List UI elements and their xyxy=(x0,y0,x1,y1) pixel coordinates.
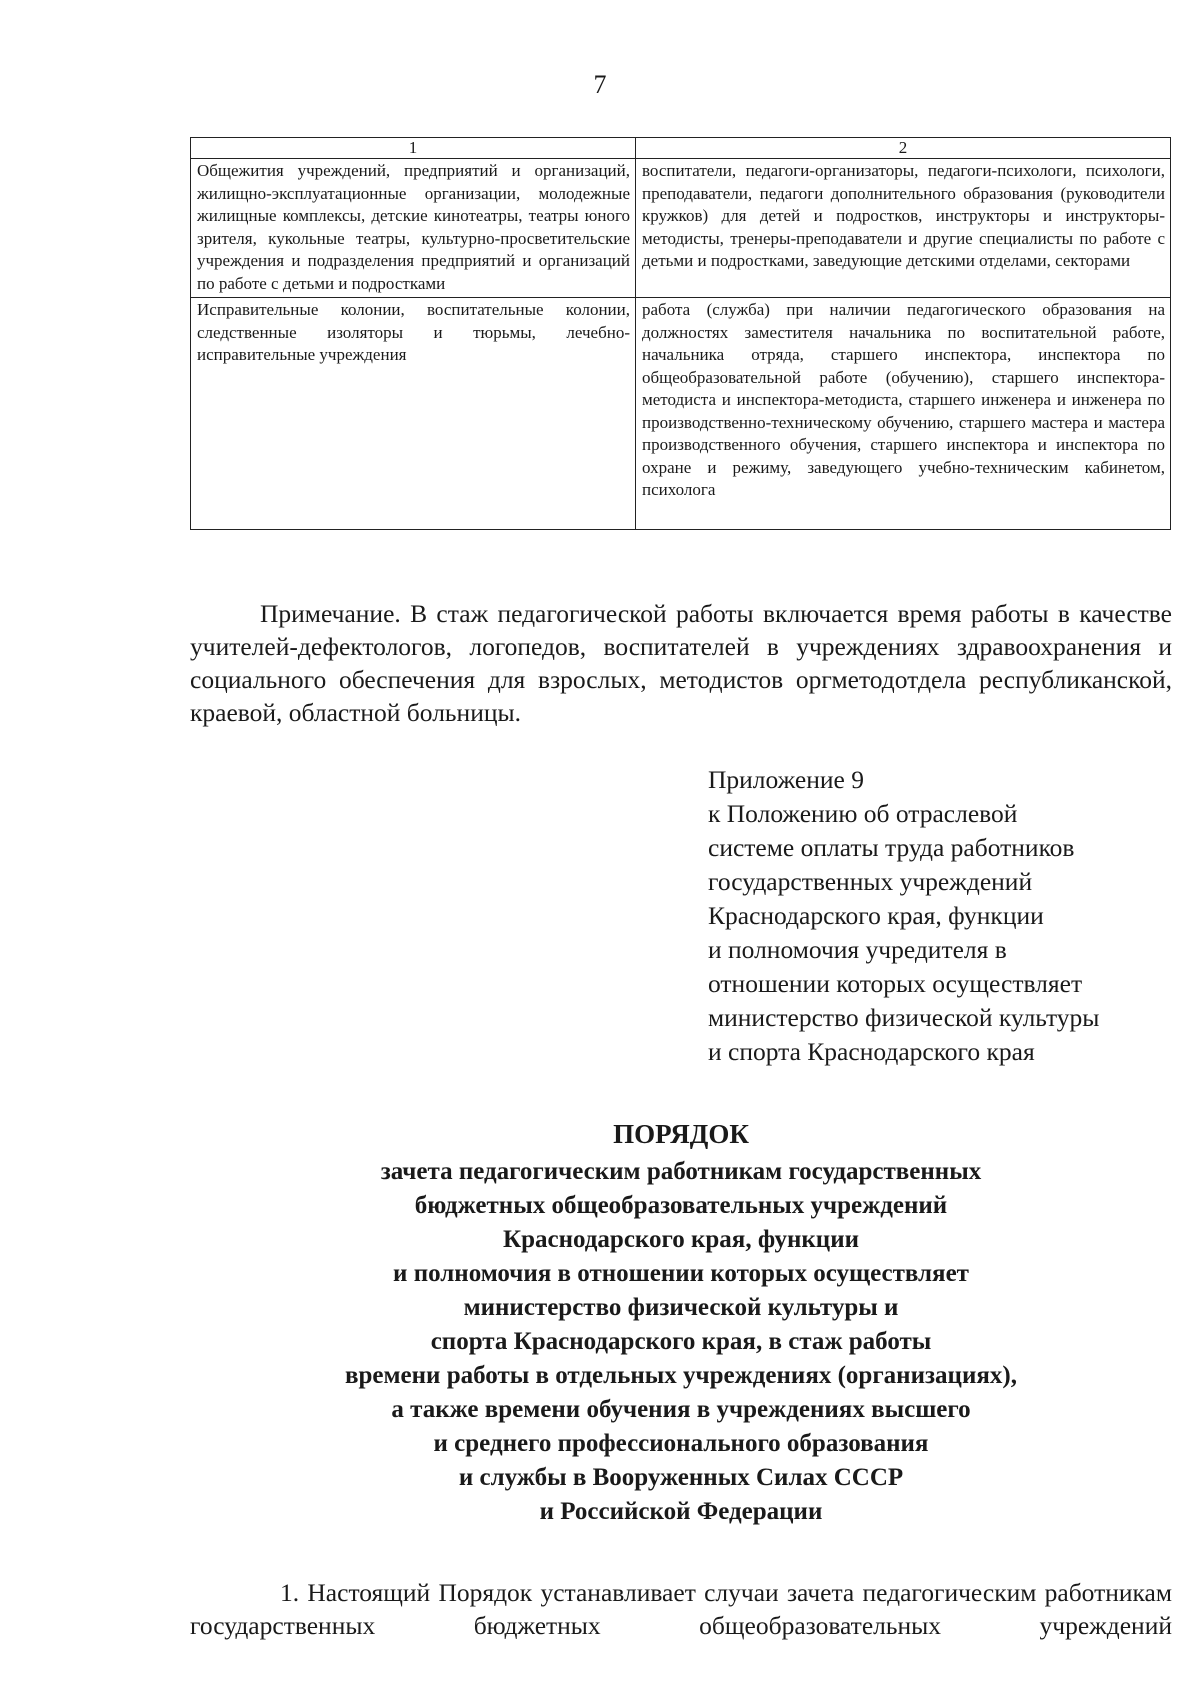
table-header-cell: 1 xyxy=(191,138,636,159)
page-number: 7 xyxy=(593,70,607,99)
table-header-cell: 2 xyxy=(636,138,1171,159)
heading-subtitle-line: и среднего профессионального образования xyxy=(433,1430,929,1457)
table-header-row xyxy=(191,138,1171,159)
heading-subtitle-line: времени работы в отдельных учреждениях (организациях), xyxy=(345,1362,1017,1389)
heading-subtitle-line: и полномочия в отношении которых осуществляет xyxy=(393,1260,969,1287)
appendix-line: к Положению об отраслевой xyxy=(708,799,1018,828)
appendix-line: Приложение 9 xyxy=(708,765,864,794)
heading-subtitle-line: Краснодарского края, функции xyxy=(502,1226,860,1253)
table-cell-positions: работа (служба) при наличии педагогического образования на должностях заместителя начальника по воспитательной работе, начальника отряда, старшего инспектора, инспектора по общеобразовательной работе (обучению), старшего инспектора-методиста и инспектора-методиста, старшего инженера и инженера по производственно-техническому обучению, старшего мастера и мастера производственного обучения, старшего инспектора и инспектора по охране и режиму, заведующего учебно-техническим кабинетом, психолога xyxy=(636,298,1171,530)
appendix-line: системе оплаты труда работников xyxy=(708,833,1075,862)
appendix-line: и спорта Краснодарского края xyxy=(708,1037,1035,1066)
appendix-line: отношении которых осуществляет xyxy=(708,969,1083,998)
paragraph-1: 1. Настоящий Порядок устанавливает случаи зачета педагогическим работникам государственных бюджетных общеобразовательных учреждений xyxy=(190,1578,1172,1640)
heading-subtitle-line: спорта Краснодарского края, в стаж работы xyxy=(430,1328,932,1355)
appendix-line: Краснодарского края, функции xyxy=(708,901,1044,930)
appendix-line: государственных учреждений xyxy=(708,867,1033,896)
heading-subtitle-line: министерство физической культуры и xyxy=(463,1294,899,1321)
note-paragraph: Примечание. В стаж педагогической работы включается время работы в качестве учителей-дефектологов, логопедов, воспитателей в учреждениях здравоохранения и социального обеспечения для взрослых, методистов оргметодотдела республиканской, краевой, областной больницы. xyxy=(190,599,1172,727)
heading-subtitle-line: и службы в Вооруженных Силах СССР xyxy=(458,1464,904,1491)
appendix-line: министерство физической культуры xyxy=(708,1003,1100,1032)
table-cell-institutions: Исправительные колонии, воспитательные колонии, следственные изоляторы и тюрьмы, лечебно-исправительные учреждения xyxy=(191,298,636,530)
table-row xyxy=(191,298,1171,530)
appendix-line: и полномочия учредителя в xyxy=(708,935,1007,964)
heading-subtitle-line: и Российской Федерации xyxy=(539,1498,823,1525)
heading-subtitle-line: бюджетных общеобразовательных учреждений xyxy=(414,1192,948,1219)
heading-subtitle-line: а также времени обучения в учреждениях высшего xyxy=(391,1396,971,1423)
heading-title: ПОРЯДОК xyxy=(613,1119,749,1149)
table-row xyxy=(191,159,1171,298)
positions-table xyxy=(190,137,1171,530)
appendix-block xyxy=(708,763,1168,1069)
document-heading xyxy=(190,1115,1172,1529)
table-cell-institutions: Общежития учреждений, предприятий и организаций, жилищно-эксплуатационные организации, молодежные жилищные комплексы, детские кинотеатры, театры юного зрителя, кукольные театры, культурно-просветительские учреждения и подразделения предприятий и организаций по работе с детьми и подростками xyxy=(191,159,636,298)
table-cell-positions: воспитатели, педагоги-организаторы, педагоги-психологи, психологи, преподаватели, педагоги дополнительного образования (руководители кружков) для детей и подростков, инструкторы и инструкторы-методисты, тренеры-преподаватели и другие специалисты по работе с детьми и подростками, заведующие детскими отделами, секторами xyxy=(636,159,1171,298)
heading-subtitle-line: зачета педагогическим работникам государственных xyxy=(380,1158,982,1185)
